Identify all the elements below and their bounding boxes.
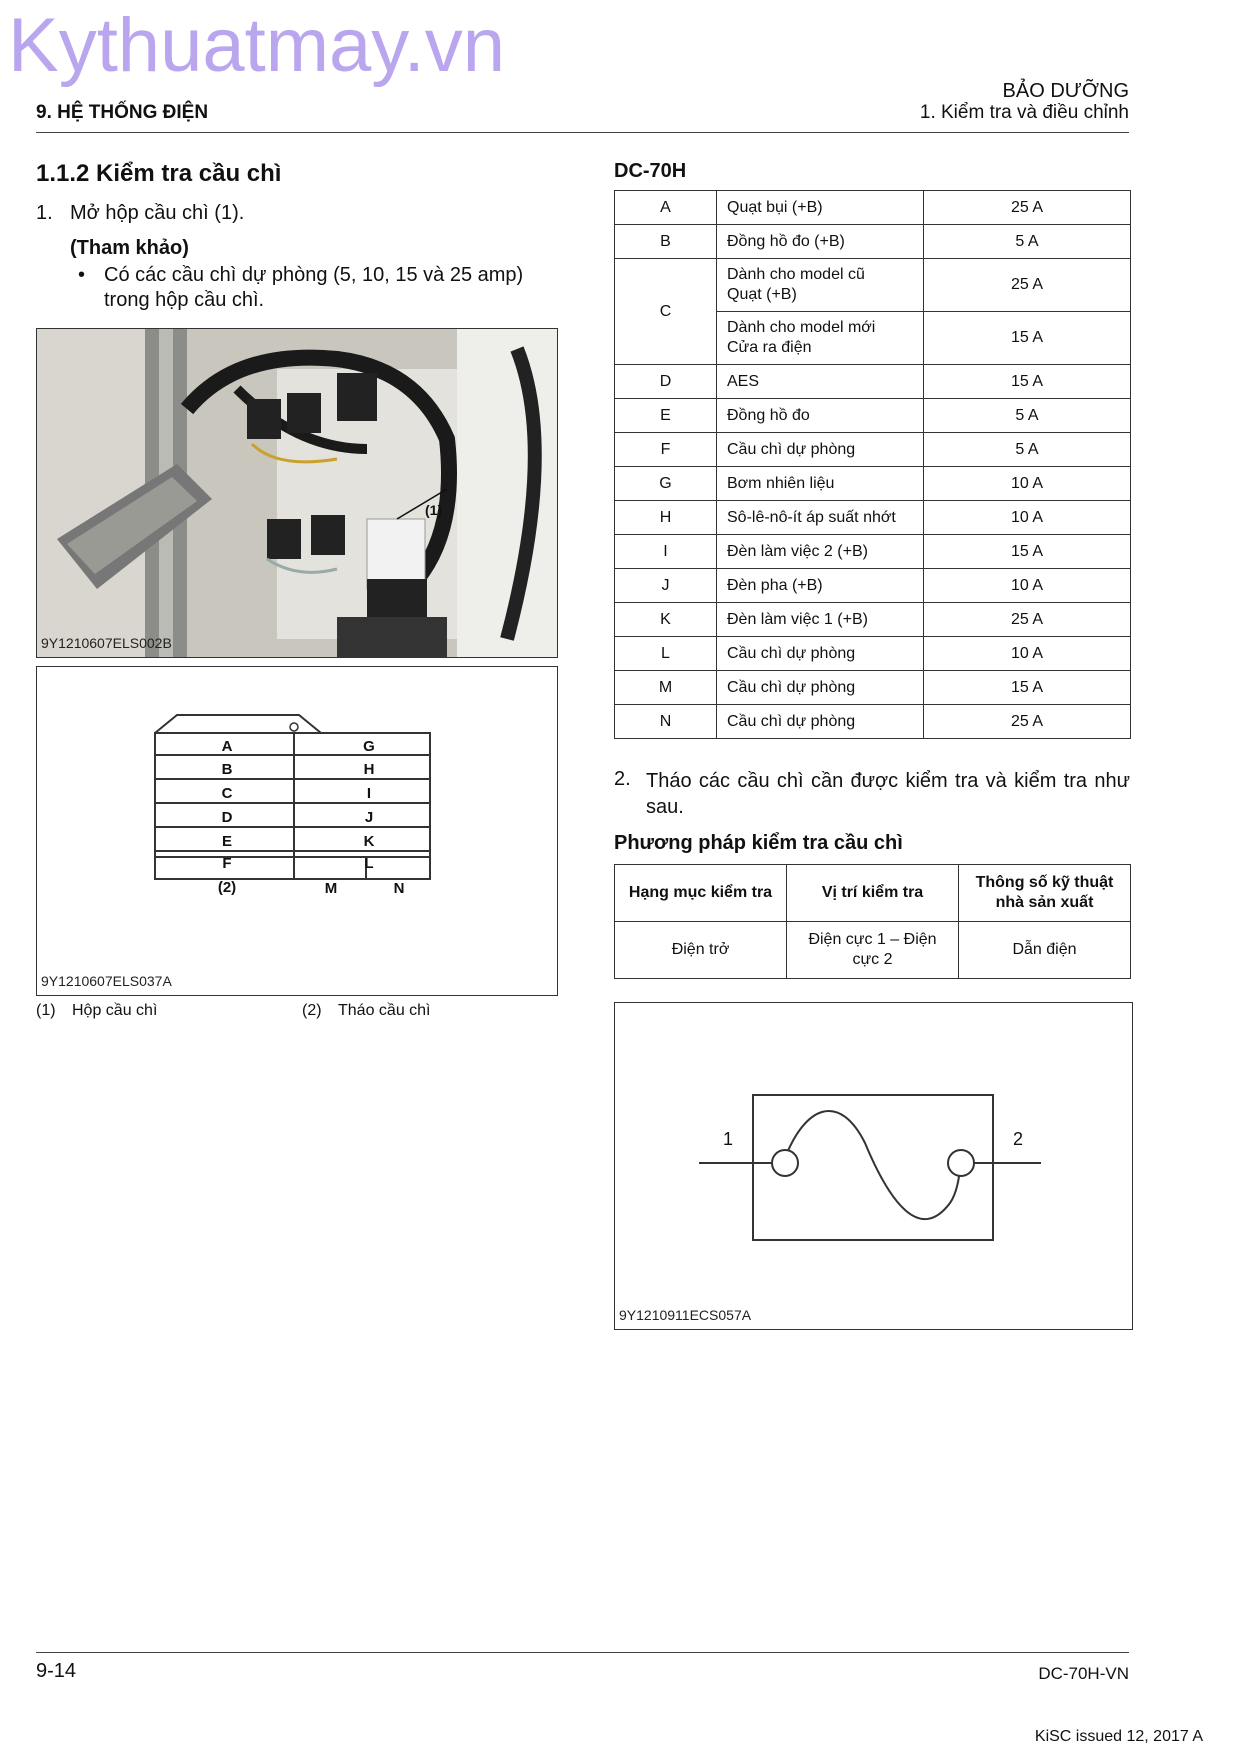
header-spec: Thông số kỹ thuật nhà sản xuất: [959, 865, 1131, 922]
chapter-title: BẢO DƯỠNG: [1002, 80, 1129, 102]
table-row: [615, 399, 1131, 433]
diagram-slot-m: M: [324, 880, 338, 897]
fuse-id: B: [615, 225, 717, 259]
page-heading: 1.1.2 Kiểm tra cầu chì: [36, 160, 282, 187]
cell-spec: Dẫn điện: [959, 922, 1131, 979]
document-id: DC-70H-VN: [1038, 1664, 1129, 1683]
cell-position: Điện cực 1 – Điện cực 2: [787, 922, 959, 979]
diagram-slot-c: C: [221, 785, 233, 802]
fuse-id: F: [615, 433, 717, 467]
fuse-name: Đèn làm việc 2 (+B): [717, 535, 924, 569]
fuse-box-photo-drawing: [37, 329, 557, 657]
photo-callout: (1): [425, 502, 443, 518]
table-row: [615, 569, 1131, 603]
bullet-dot: •: [78, 264, 86, 286]
watermark: Kythuatmay.vn: [8, 3, 506, 88]
diagram-code: 9Y1210607ELS037A: [41, 973, 172, 989]
diagram-slot-h: H: [363, 761, 375, 778]
fuse-id: L: [615, 637, 717, 671]
fuse-rating: 10 A: [924, 501, 1131, 535]
fuse-name: Đèn làm việc 1 (+B): [717, 603, 924, 637]
section-title: 9. HỆ THỐNG ĐIỆN: [36, 102, 209, 123]
fuse-rating: 25 A: [924, 705, 1131, 739]
diagram-slot-n: N: [393, 880, 405, 897]
fuse-layout-svg: [37, 667, 557, 995]
fuse-rating: 5 A: [924, 225, 1131, 259]
fuse-id: C: [615, 259, 717, 365]
subchapter-title: 1. Kiểm tra và điều chỉnh: [919, 102, 1129, 123]
terminal-2-label: 2: [1013, 1129, 1024, 1149]
table-row: [615, 433, 1131, 467]
fuse-rating: 10 A: [924, 637, 1131, 671]
fuse-id: M: [615, 671, 717, 705]
diagram-slot-f: F: [222, 855, 232, 872]
fuse-figure-code: 9Y1210911ECS057A: [619, 1307, 752, 1323]
table-row: [615, 501, 1131, 535]
fuse-name: Dành cho model mới Cửa ra điện: [717, 312, 924, 365]
fuse-rating: 25 A: [924, 191, 1131, 225]
fuse-name: Cầu chì dự phòng: [717, 433, 924, 467]
fuse-rating: 25 A: [924, 603, 1131, 637]
header-rule: [36, 132, 1129, 133]
fuse-rating: 10 A: [924, 467, 1131, 501]
header-position: Vị trí kiểm tra: [787, 865, 959, 922]
fuse-name: Cầu chì dự phòng: [717, 671, 924, 705]
fuse-rating: 5 A: [924, 399, 1131, 433]
fuse-id: N: [615, 705, 717, 739]
fuse-id: D: [615, 365, 717, 399]
fuse-rating-table: [614, 190, 1131, 739]
diagram-slot-g: G: [363, 738, 375, 755]
fuse-rating: 5 A: [924, 433, 1131, 467]
fuse-name: Đồng hồ đo (+B): [717, 225, 924, 259]
table-row: [615, 365, 1131, 399]
caption-1-text: Hộp cầu chì: [72, 1002, 158, 1019]
step1-text: Mở hộp cầu chì (1).: [70, 202, 245, 224]
fuse-rating: 25 A: [924, 259, 1131, 312]
diagram-slot-d: D: [221, 809, 233, 826]
diagram-slot-a: A: [221, 738, 233, 755]
terminal-1-label: 1: [723, 1129, 734, 1149]
fuse-name: Sô-lê-nô-ít áp suất nhớt: [717, 501, 924, 535]
diagram-slot-j: J: [364, 809, 374, 826]
table-header-row: [615, 865, 1131, 922]
reference-label: (Tham khảo): [70, 237, 189, 259]
fuse-symbol-svg: [615, 1003, 1132, 1329]
fuse-name: Dành cho model cũ Quạt (+B): [717, 259, 924, 312]
step2-number: 2.: [614, 768, 631, 790]
fuse-name: AES: [717, 365, 924, 399]
check-method-table: [614, 864, 1131, 979]
table-row: [615, 671, 1131, 705]
issue-note: KiSC issued 12, 2017 A: [1034, 1728, 1203, 1745]
table-row: [615, 922, 1131, 979]
diagram-slot-l: L: [364, 855, 374, 872]
photo-code: 9Y1210607ELS002B: [41, 635, 172, 651]
table-row: [615, 225, 1131, 259]
table-row: [615, 535, 1131, 569]
model-title: DC-70H: [614, 160, 687, 182]
fuse-name: Đèn pha (+B): [717, 569, 924, 603]
diagram-fuse-puller: (2): [217, 879, 237, 896]
fuse-id: I: [615, 535, 717, 569]
fuse-name: Quạt bụi (+B): [717, 191, 924, 225]
fuse-name: Bơm nhiên liệu: [717, 467, 924, 501]
table-row: [615, 467, 1131, 501]
caption-2-number: (2): [302, 1002, 322, 1019]
fuse-name: Cầu chì dự phòng: [717, 637, 924, 671]
method-title: Phương pháp kiểm tra cầu chì: [614, 832, 903, 854]
diagram-slot-b: B: [221, 761, 233, 778]
fuse-symbol-figure: [614, 1002, 1133, 1330]
table-row: [615, 259, 1131, 312]
fuse-box-photo: [36, 328, 558, 658]
diagram-slot-e: E: [221, 833, 233, 850]
fuse-id: J: [615, 569, 717, 603]
table-row: [615, 603, 1131, 637]
header-item: Hạng mục kiểm tra: [615, 865, 787, 922]
fuse-id: G: [615, 467, 717, 501]
fuse-rating: 15 A: [924, 535, 1131, 569]
table-row: [615, 637, 1131, 671]
page-number: 9-14: [36, 1660, 77, 1682]
table-row: [615, 705, 1131, 739]
table-row: [615, 191, 1131, 225]
fuse-id: K: [615, 603, 717, 637]
fuse-rating: 15 A: [924, 312, 1131, 365]
fuse-rating: 10 A: [924, 569, 1131, 603]
diagram-slot-k: K: [363, 833, 375, 850]
fuse-rating: 15 A: [924, 671, 1131, 705]
fuse-layout-diagram: [36, 666, 558, 996]
fuse-id: E: [615, 399, 717, 433]
fuse-rating: 15 A: [924, 365, 1131, 399]
caption-2-text: Tháo cầu chì: [338, 1002, 431, 1019]
step2-text: Tháo các cầu chì cần được kiểm tra và kiểm tra như sau.: [646, 770, 1130, 818]
fuse-name: Cầu chì dự phòng: [717, 705, 924, 739]
diagram-slot-i: I: [366, 785, 372, 802]
caption-1-number: (1): [36, 1002, 56, 1019]
footer-rule: [36, 1652, 1129, 1653]
bullet-text: Có các cầu chì dự phòng (5, 10, 15 và 25 amp) trong hộp cầu chì.: [104, 264, 524, 311]
cell-item: Điện trở: [615, 922, 787, 979]
fuse-id: A: [615, 191, 717, 225]
step1-number: 1.: [36, 202, 53, 224]
fuse-name: Đồng hồ đo: [717, 399, 924, 433]
fuse-id: H: [615, 501, 717, 535]
